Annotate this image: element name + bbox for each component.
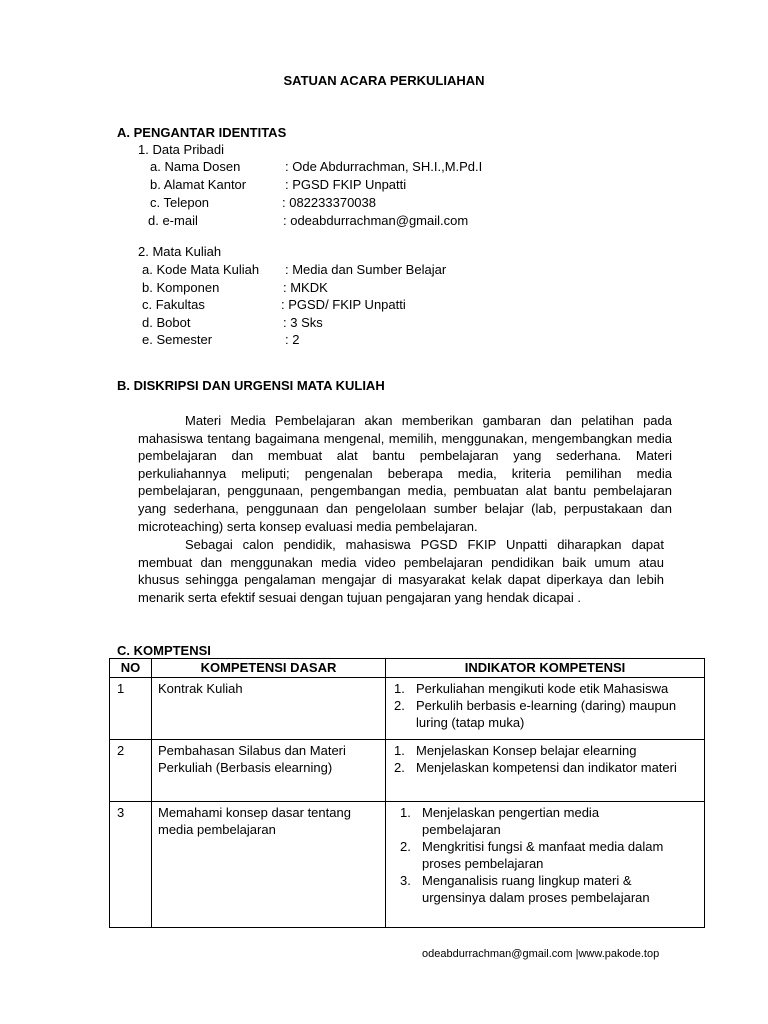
table-header-row [110, 659, 705, 678]
komponen-value: : MKDK [283, 280, 328, 295]
section-c-heading: C. KOMPTENSI [117, 643, 211, 658]
fakultas-label: c. Fakultas [142, 297, 205, 312]
description-paragraph-1: Materi Media Pembelajaran akan memberikan gambaran dan pelatihan pada mahasiswa tentang bagaimana mengenal, memilih, menggunakan, mengembangkan media pembelajaran dan membuat alat bantu pembelajaran yang sederhana. Materi perkuliahannya meliputi; pengenalan beberapa media, kriteria pemilihan media pembelajaran, penggunaan, pengembangan media, pembuatan alat bantu pembelajaran yang sederhana, penggunaan dan pengelolaan sumber belajar (lab, perpustakaan dan microteaching) serta konsep evaluasi media pembelajaran. [138, 413, 672, 534]
list-item-text: Menjelaskan Konsep belajar elearning [416, 743, 637, 758]
list-item-text: Menganalisis ruang lingkup materi & urgensinya dalam proses pembelajaran [422, 873, 650, 905]
list-item [398, 872, 664, 906]
list-item-number: 1. [394, 681, 405, 696]
section-a-heading: A. PENGANTAR IDENTITAS [117, 125, 287, 140]
bobot-value: : 3 Sks [283, 315, 323, 330]
list-item-number: 2. [394, 760, 405, 775]
list-item-text: Mengkritisi fungsi & manfaat media dalam proses pembelajaran [422, 839, 664, 871]
column-header-no: NO [110, 659, 152, 678]
table-row [110, 802, 705, 928]
nama-dosen-label: a. Nama Dosen [150, 159, 241, 174]
list-item-number: 3. [400, 873, 411, 888]
row-number: 2 [110, 740, 152, 802]
email-label: d. e-mail [148, 213, 198, 228]
alamat-kantor-value: : PGSD FKIP Unpatti [285, 177, 407, 192]
data-pribadi-heading: 1. Data Pribadi [138, 142, 224, 157]
indikator-list [392, 742, 698, 776]
row-number: 1 [110, 678, 152, 740]
list-item-number: 1. [394, 743, 405, 758]
list-item-number: 1. [400, 805, 411, 820]
table-row [110, 678, 705, 740]
list-item [398, 804, 664, 838]
telepon-label: c. Telepon [150, 195, 210, 210]
indikator-cell [386, 678, 705, 740]
kode-mata-kuliah-label: a. Kode Mata Kuliah [142, 262, 260, 277]
list-item-text: Menjelaskan pengertian media pembelajaran [422, 805, 600, 837]
list-item-text: Menjelaskan kompetensi dan indikator materi [416, 760, 677, 775]
section-b-heading: B. DISKRIPSI DAN URGENSI MATA KULIAH [117, 378, 385, 393]
table-row [110, 740, 705, 802]
row-number: 3 [110, 802, 152, 928]
list-item-text: Perkulih berbasis e-learning (daring) maupun luring (tatap muka) [416, 698, 677, 730]
semester-label: e. Semester [142, 332, 213, 347]
indikator-list [392, 680, 698, 731]
list-item-number: 2. [394, 698, 405, 713]
indikator-list [398, 804, 664, 906]
kompetensi-dasar-cell: Kontrak Kuliah [152, 678, 386, 740]
indikator-cell [386, 802, 705, 928]
mata-kuliah-heading: 2. Mata Kuliah [138, 244, 222, 259]
list-item-text: Perkuliahan mengikuti kode etik Mahasiswa [416, 681, 669, 696]
komponen-label: b. Komponen [142, 280, 220, 295]
list-item [398, 838, 664, 872]
list-item [392, 680, 698, 697]
semester-value: : 2 [285, 332, 300, 347]
list-item [392, 697, 698, 731]
document-title: SATUAN ACARA PERKULIAHAN [283, 73, 485, 88]
list-item [392, 759, 698, 776]
indikator-cell [386, 740, 705, 802]
list-item [392, 742, 698, 759]
telepon-value: : 082233370038 [282, 195, 376, 210]
alamat-kantor-label: b. Alamat Kantor [150, 177, 247, 192]
column-header-kompetensi-dasar: KOMPETENSI DASAR [152, 659, 386, 678]
footer-contact: odeabdurrachman@gmail.com |www.pakode.top [422, 948, 660, 960]
kompetensi-dasar-cell: Pembahasan Silabus dan Materi Perkuliah (Berbasis elearning) [152, 740, 386, 802]
description-paragraph-2: Sebagai calon pendidik, mahasiswa PGSD FKIP Unpatti diharapkan dapat membuat dan menggunakan media video pembelajaran pendidikan baik umum atau khusus sehingga pengalaman mengajar di masyarakat kelak dapat diperkaya dan lebih menarik serta efektif sesuai dengan tujuan pengajaran yang hendak dicapai . [138, 537, 664, 605]
fakultas-value: : PGSD/ FKIP Unpatti [281, 297, 406, 312]
kompetensi-table [109, 658, 705, 928]
kompetensi-dasar-cell: Memahami konsep dasar tentang media pembelajaran [152, 802, 386, 928]
list-item-number: 2. [400, 839, 411, 854]
kode-mata-kuliah-value: : Media dan Sumber Belajar [285, 262, 447, 277]
bobot-label: d. Bobot [142, 315, 191, 330]
email-value: : odeabdurrachman@gmail.com [283, 213, 469, 228]
column-header-indikator-kompetensi: INDIKATOR KOMPETENSI [386, 659, 705, 678]
nama-dosen-value: : Ode Abdurrachman, SH.I.,M.Pd.I [285, 159, 483, 174]
